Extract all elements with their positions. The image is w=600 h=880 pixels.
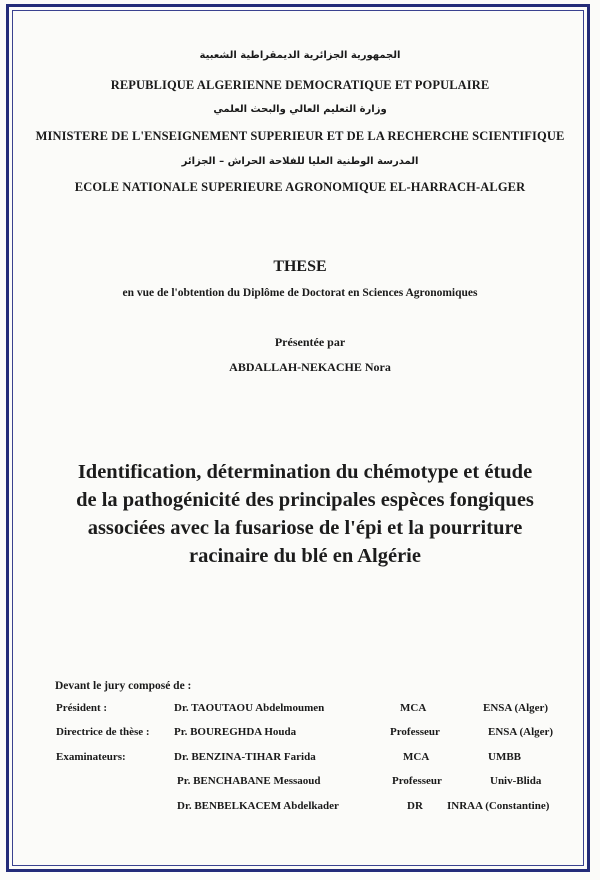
jury-institution: Univ-Blida xyxy=(490,775,542,787)
jury-name: Dr. BENZINA-TIHAR Farida xyxy=(174,751,316,763)
presented-by: Présentée par xyxy=(274,335,346,349)
jury-row xyxy=(0,751,600,769)
jury-row xyxy=(0,726,600,744)
thesis-label: THESE xyxy=(273,258,327,275)
jury-row xyxy=(0,702,600,720)
jury-name: Dr. TAOUTAOU Abdelmoumen xyxy=(174,702,325,714)
republic-line: REPUBLIQUE ALGERIENNE DEMOCRATIQUE ET POPULAIRE xyxy=(110,78,490,92)
title-line: associées avec la fusariose de l'épi et la pourriture xyxy=(87,517,523,539)
arabic-school-line: المدرسة الوطنية العليا للفلاحة الحراش – الجزائر xyxy=(181,156,419,167)
jury-grade: MCA xyxy=(403,751,430,763)
jury-grade: DR xyxy=(407,800,423,812)
jury-name: Pr. BENCHABANE Messaoud xyxy=(177,775,321,787)
jury-institution: UMBB xyxy=(488,751,521,763)
jury-grade: Professeur xyxy=(392,775,442,787)
author-name: ABDALLAH-NEKACHE Nora xyxy=(229,360,391,374)
jury-institution: INRAA (Constantine) xyxy=(447,800,550,812)
jury-row xyxy=(0,775,600,793)
jury-role: Examinateurs: xyxy=(56,751,126,763)
thesis-title xyxy=(40,458,570,570)
jury-name: Pr. BOUREGHDA Houda xyxy=(174,726,297,738)
school-line: ECOLE NATIONALE SUPERIEURE AGRONOMIQUE EL-HARRACH-ALGER xyxy=(74,180,526,194)
title-line: Identification, détermination du chémotype et étude xyxy=(77,461,533,483)
jury-role: Président : xyxy=(56,702,108,714)
jury-grade: MCA xyxy=(400,702,427,714)
arabic-ministry-line: وزارة التعليم العالي والبحث العلمي xyxy=(213,104,387,115)
thesis-purpose: en vue de l'obtention du Diplôme de Doctorat en Sciences Agronomiques xyxy=(122,287,478,299)
jury-institution: ENSA (Alger) xyxy=(483,702,549,714)
jury-row xyxy=(0,800,600,818)
arabic-republic-line: الجمهورية الجزائرية الديمقراطية الشعبية xyxy=(199,50,401,61)
jury-institution: ENSA (Alger) xyxy=(488,726,554,738)
ministry-line: MINISTERE DE L'ENSEIGNEMENT SUPERIEUR ET DE LA RECHERCHE SCIENTIFIQUE xyxy=(35,129,565,143)
jury-role: Directrice de thèse : xyxy=(56,726,150,738)
jury-heading: Devant le jury composé de : xyxy=(55,680,192,692)
title-line: racinaire du blé en Algérie xyxy=(189,545,421,567)
jury-grade: Professeur xyxy=(390,726,440,738)
title-line: de la pathogénicité des principales espèces fongiques xyxy=(76,489,534,511)
jury-name: Dr. BENBELKACEM Abdelkader xyxy=(177,800,339,812)
